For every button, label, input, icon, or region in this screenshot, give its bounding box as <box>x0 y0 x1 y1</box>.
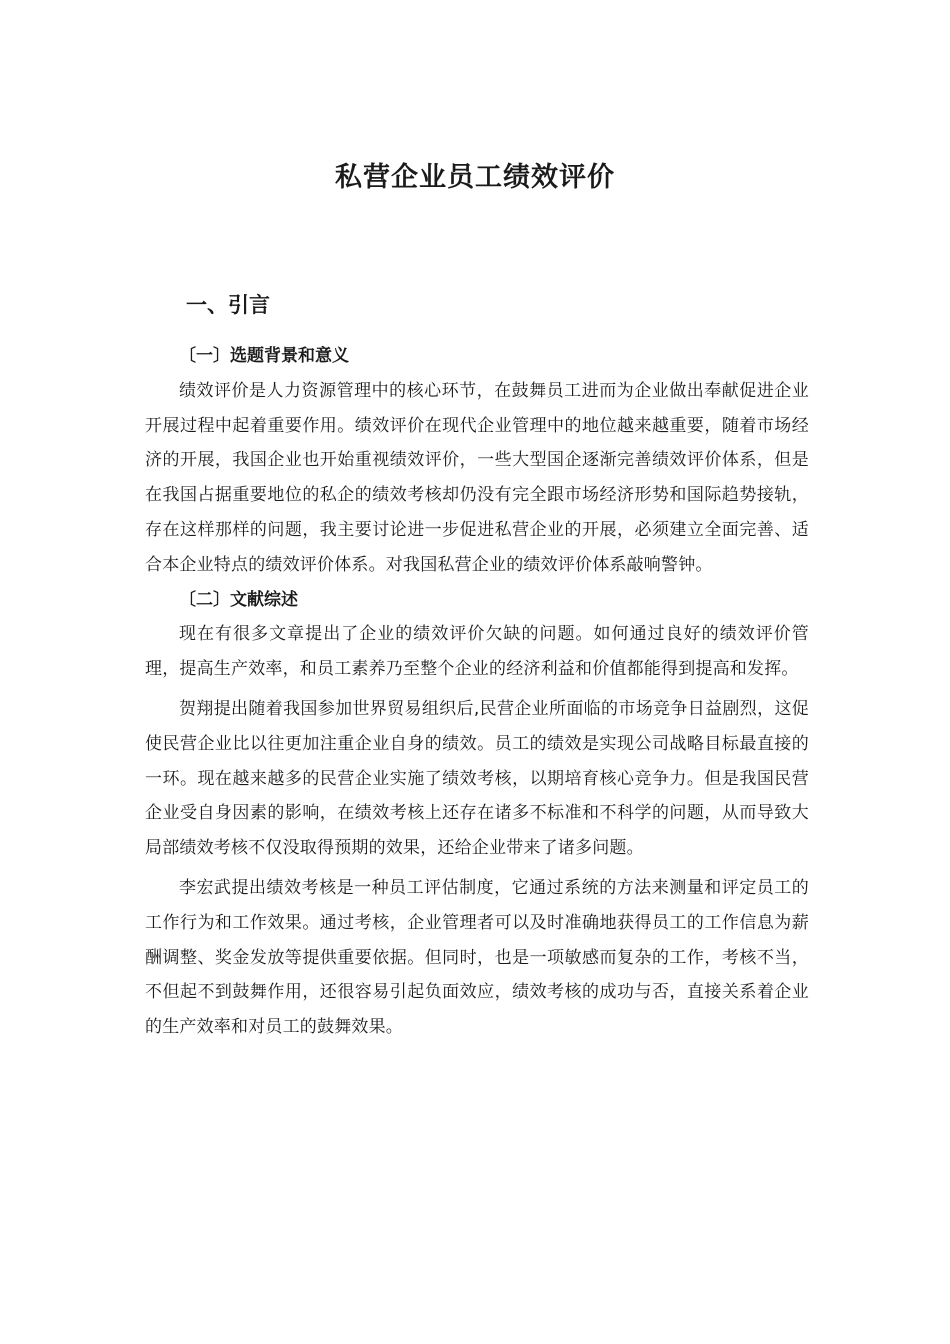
subsection-heading-literature-review: 〔二〕文献综述 <box>179 589 298 610</box>
document-title: 私营企业员工绩效评价 <box>335 162 615 193</box>
paragraph: 绩效评价是人力资源管理中的核心环节，在鼓舞员工进而为企业做出奉献促进企业开展过程中起着重要作用。绩效评价在现代企业管理中的地位越来越重要，随着市场经济的开展，我国企业也开始重视绩效评价，一些大型国企逐渐完善绩效评价体系，但是在我国占据重要地位的私企的绩效考核却仍没有完全跟市场经济形势和国际趋势接轨，存在这样那样的问题，我主要讨论进一步促进私营企业的开展，必须建立全面完善、适合本企业特点的绩效评价体系。对我国私营企业的绩效评价体系敲响警钟。 <box>145 380 809 575</box>
paragraph: 李宏武提出绩效考核是一种员工评估制度，它通过系统的方法来测量和评定员工的工作行为和工作效果。通过考核，企业管理者可以及时准确地获得员工的工作信息为薪酬调整、奖金发放等提供重要依据。但同时，也是一项敏感而复杂的工作，考核不当，不但起不到鼓舞作用，还很容易引起负面效应，绩效考核的成功与否，直接关系着企业的生产效率和对员工的鼓舞效果。 <box>145 877 809 1038</box>
paragraph: 贺翔提出随着我国参加世界贸易组织后,民营企业所面临的市场竞争日益剧烈，这促使民营企业比以往更加注重企业自身的绩效。员工的绩效是实现公司战略目标最直接的一环。现在越来越多的民营企业实施了绩效考核，以期培育核心竞争力。但是我国民营企业受自身因素的影响，在绩效考核上还存在诸多不标准和不科学的问题，从而导致大局部绩效考核不仅没取得预期的效果，还给企业带来了诸多问题。 <box>145 698 809 859</box>
section-heading-introduction: 一、引言 <box>186 293 270 317</box>
paragraph: 现在有很多文章提出了企业的绩效评价欠缺的问题。如何通过良好的绩效评价管理，提高生产效率，和员工素养乃至整个企业的经济利益和价值都能得到提高和发挥。 <box>145 624 809 680</box>
subsection-heading-background: 〔一〕选题背景和意义 <box>179 346 349 366</box>
document-body <box>145 339 809 1045</box>
